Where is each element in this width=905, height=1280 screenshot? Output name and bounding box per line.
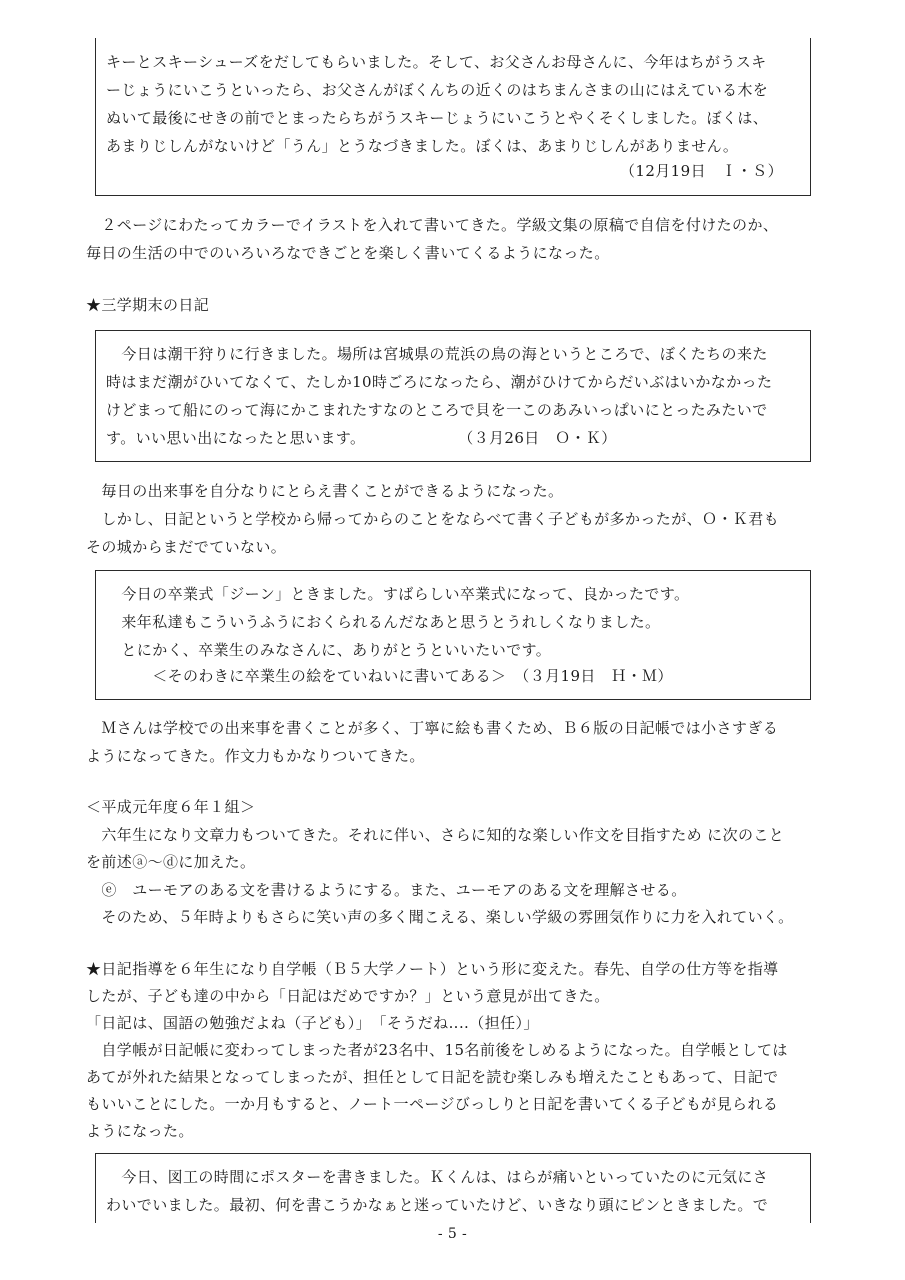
paragraph-line: あてが外れた結果となってしまったが、担任として日記を読む楽しみも増えたこともあって、日記で <box>86 1068 779 1086</box>
diary-2-line: 今日は潮干狩りに行きました。場所は宮城県の荒浜の鳥の海というところで、ぼくたちの来た <box>106 345 768 363</box>
diary-2-line: す。いい思い出になったと思います。 （３月26日 Ｏ・Ｋ） <box>106 429 617 447</box>
paragraph-line: 「日記は、国語の勉強だよね（子ども）」 「そうだね‥‥（担任）」 <box>86 1014 539 1032</box>
paragraph-line: その城からまだでていない。 <box>86 538 287 556</box>
paragraph-line: ようになってきた。作文力もかなりついてきた。 <box>86 747 425 765</box>
paragraph-line: そのため、５年時よりもさらに笑い声の多く聞こえる、楽しい学級の雰囲気作りに力を入れていく。 <box>86 908 794 926</box>
paragraph-line: Ｍさんは学校での出来事を書くことが多く、丁寧に絵も書くため、Ｂ６版の日記帳では小さすぎる <box>86 719 779 737</box>
paragraph-line: ようになった。 <box>86 1122 194 1140</box>
diary-1-line: ーじょうにいこうといったら、お父さんがぼくんちの近くのはちまんさまの山にはえている木を <box>106 81 769 99</box>
diary-4-line: わいでいました。最初、何を書こうかなぁと迷っていたけど、いきなり頭にピンときました。で <box>106 1196 769 1214</box>
paragraph-line: ⓔ ユーモアのある文を書けるようにする。また、ユーモアのある文を理解させる。 <box>86 881 687 899</box>
paragraph-line: 毎日の出来事を自分なりにとらえ書くことができるようになった。 <box>86 482 564 500</box>
paragraph-line: 毎日の生活の中でのいろいろなできごとを楽しく書いてくるようになった。 <box>86 244 610 262</box>
paragraph-line: しかし、日記というと学校から帰ってからのことをならべて書く子どもが多かったが、Ｏ・Ｋ君も <box>86 510 780 528</box>
section-heading: ★三学期末の日記 <box>86 296 210 314</box>
diary-1-line: あまりじしんがないけど「うん」とうなづきました。ぼくは、あまりじしんがありません。 <box>106 137 739 155</box>
paragraph-line: したが、子ども達の中から「日記はだめですか？」という意見が出てきた。 <box>86 987 610 1005</box>
diary-1-signature: （12月19日 Ｉ・Ｓ） <box>620 162 783 180</box>
diary-2-line: 時はまだ潮がひいてなくて、たしか10時ごろになったら、潮がひけてからだいぶはいかなかった <box>106 373 773 391</box>
diary-1-line: キーとスキーシューズをだしてもらいました。そして、お父さんお母さんに、今年はちがうスキ <box>106 53 767 71</box>
diary-3-line: 今日の卒業式「ジーン」ときました。すばらしい卒業式になって、良かったです。 <box>106 585 690 603</box>
section-heading: ＜平成元年度６年１組＞ <box>86 798 256 816</box>
diary-4-line: 今日、図工の時間にポスターを書きました。Ｋくんは、はらが痛いといっていたのに元気にさ <box>106 1168 769 1186</box>
diary-1-line: ぬいて最後にせきの前でとまったらちがうスキーじょうにいこうとやくそくしました。ぼくは、 <box>106 109 769 127</box>
paragraph-line: 自学帳が日記帳に変わってしまった者が23名中、15名前後をしめるようになった。自学帳としては <box>86 1041 788 1059</box>
paragraph-line: 六年生になり文章力もついてきた。それに伴い、さらに知的な楽しい作文を目指すため に次のこと <box>86 826 785 844</box>
paragraph-line: ２ページにわたってカラーでイラストを入れて書いてきた。学級文集の原稿で自信を付けたのか、 <box>86 216 779 234</box>
diary-3-line: ＜そのわきに卒業生の絵をていねいに書いてある＞ （３月19日 Ｈ・Ｍ） <box>106 667 673 685</box>
paragraph-line: を前述ⓐ～ⓓに加えた。 <box>86 853 256 871</box>
page-number: - 5 - <box>437 1226 468 1242</box>
paragraph-line: ★日記指導を６年生になり自学帳（Ｂ５大学ノート）という形に変えた。春先、自学の仕方等を指導 <box>86 960 779 978</box>
paragraph-line: もいいことにした。一か月もすると、ノート一ページびっしりと日記を書いてくる子どもが見られる <box>86 1095 779 1113</box>
diary-2-line: けどまって船にのって海にかこまれたすなのところで貝を一このあみいっぱいにとったみたいで <box>106 401 768 419</box>
diary-3-line: とにかく、卒業生のみなさんに、ありがとうといいたいです。 <box>106 641 552 659</box>
diary-3-line: 来年私達もこういうふうにおくられるんだなあと思うとうれしくなりました。 <box>106 613 661 631</box>
